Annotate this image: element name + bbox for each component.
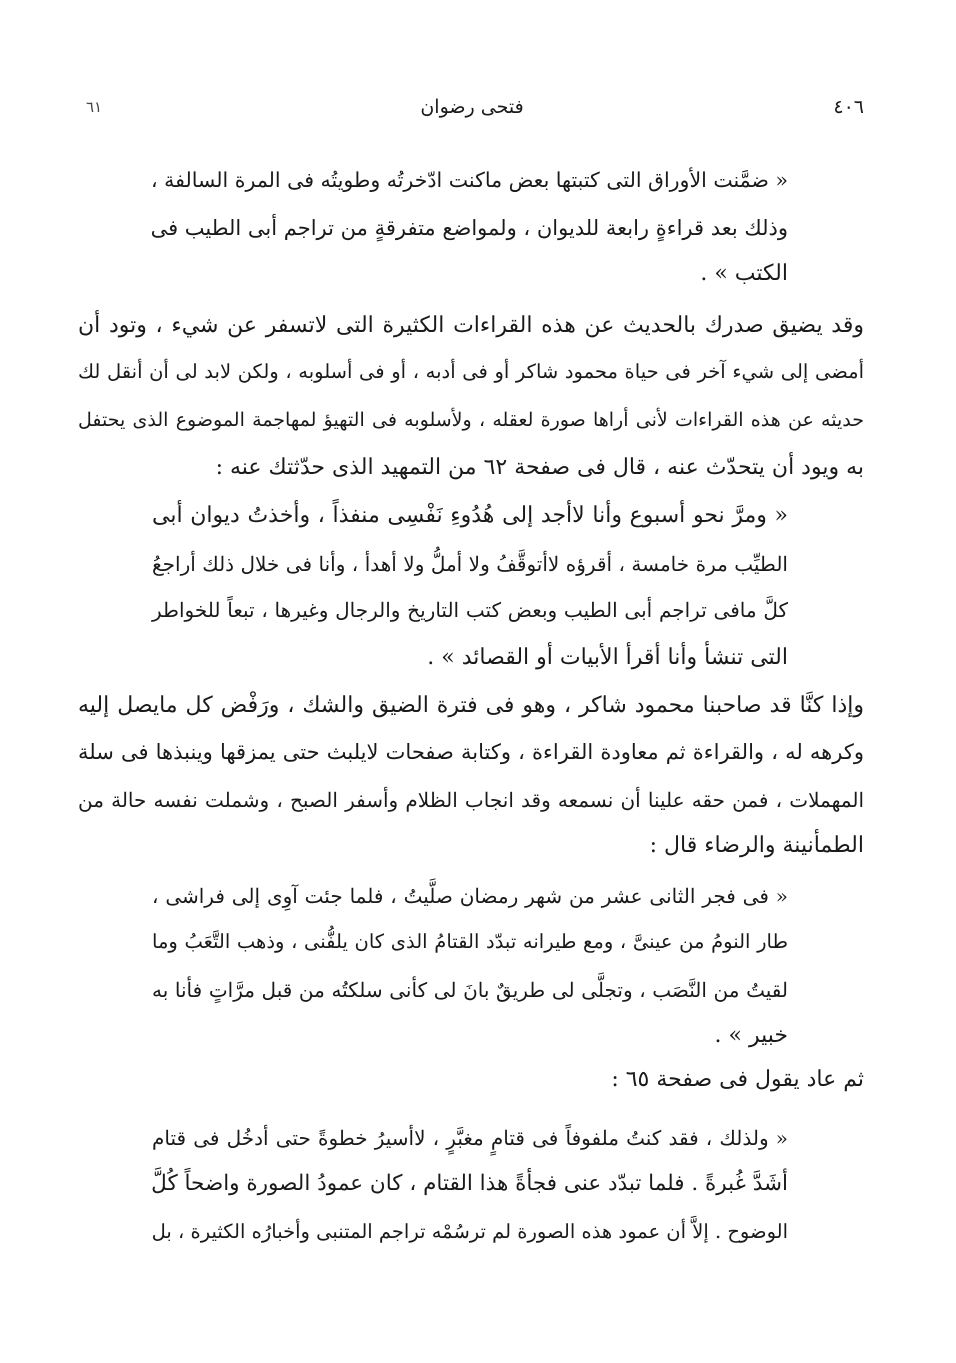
text-line: وكرهه له ، والقراءة ثم معاودة القراءة ، وكتابة صفحات لايلبث حتى يمزقها وينبذها فى سلة xyxy=(78,740,864,764)
text-line: طار النومُ من عينىَّ ، ومع طيرانه تبدّد القتامُ الذى كان يلفُّنى ، وذهب التَّعَبُ وما xyxy=(152,930,788,953)
signature-mark: ٦١ xyxy=(86,98,103,116)
text-line: « فى فجر الثانى عشر من شهر رمضان صلَّيتُ ، فلما جئت آوِى إلى فراشى ، xyxy=(152,884,788,908)
text-line: أمضى إلى شيء آخر فى حياة محمود شاكر أو فى أدبه ، أو فى أسلوبه ، ولكن لابد لى أن أنقل لك xyxy=(78,360,864,383)
text-line: « ولذلك ، فقد كنتُ ملفوفاً فى قتامٍ مغبَّرٍ ، لاأسيرُ خطوةً حتى أدخُل فى قتام xyxy=(152,1126,788,1150)
text-line: ثم عاد يقول فى صفحة ٦٥ : xyxy=(611,1067,864,1092)
text-line: وقد يضيق صدرك بالحديث عن هذه القراءات الكثيرة التى لاتسفر عن شيء ، وتود أن xyxy=(78,313,864,338)
text-line: وذلك بعد قراءةٍ رابعة للديوان ، ولمواضع متفرقةٍ من تراجم أبى الطيب فى xyxy=(150,216,788,240)
text-line: حديثه عن هذه القراءات لأنى أراها صورة لعقله ، ولأسلوبه فى التهيؤ لمهاجمة الموضوع الذى يحتفل xyxy=(78,409,864,431)
text-line: كلَّ مافى تراجم أبى الطيب وبعض كتب التاريخ والرجال وغيرها ، تبعاً للخواطر xyxy=(152,598,788,622)
text-line: الطمأنينة والرضاء قال : xyxy=(649,833,864,858)
text-line: التى تنشأ وأنا أقرأ الأبيات أو القصائد » . xyxy=(427,645,788,670)
text-line: « ومرَّ نحو أسبوع وأنا لاأجد إلى هُدُوءِ نَفْسِى منفذاً ، وأخذتُ ديوان أبى xyxy=(152,503,788,528)
text-line: الطيِّب مرة خامسة ، أقرؤه لاأتوقَّفُ ولا أملُّ ولا أهدأ ، وأنا فى خلال ذلك أراجعُ xyxy=(152,552,788,576)
text-line: الوضوح . إلاَّ أن عمود هذه الصورة لم ترسُمْه تراجم المتنبى وأخبارُه الكثيرة ، بل xyxy=(151,1220,788,1243)
text-line: الكتب » . xyxy=(700,261,788,286)
text-line: المهملات ، فمن حقه علينا أن نسمعه وقد انجاب الظلام وأسفر الصبح ، وشملت نفسه حالة من xyxy=(78,788,864,812)
page-number: ٤٠٦ xyxy=(833,96,864,118)
running-title: فتحى رضوان xyxy=(420,96,524,118)
text-line: وإذا كنَّا قد صاحبنا محمود شاكر ، وهو فى فترة الضيق والشك ، ورَفْض كل مايصل إليه xyxy=(78,693,864,718)
text-line: به ويود أن يتحدّث عنه ، قال فى صفحة ٦٢ من التمهيد الذى حدّثتك عنه : xyxy=(215,455,864,480)
text-line: لقيتُ من النَّصَب ، وتجلَّى لى طريقٌ بانَ لى كأنى سلكتُه من قبل مرَّاتٍ فأنا به xyxy=(152,978,788,1002)
text-line: خبير » . xyxy=(714,1023,788,1048)
text-line: أشَدَّ غُبرةً . فلما تبدّد عنى فجأةً هذا القتام ، كان عمودُ الصورة واضحاً كُلَّ xyxy=(151,1171,788,1196)
page-header xyxy=(80,96,864,126)
text-line: « ضمَّنت الأوراق التى كتبتها بعض ماكنت ادّخرتُه وطويتُه فى المرة السالفة ، xyxy=(151,168,788,192)
